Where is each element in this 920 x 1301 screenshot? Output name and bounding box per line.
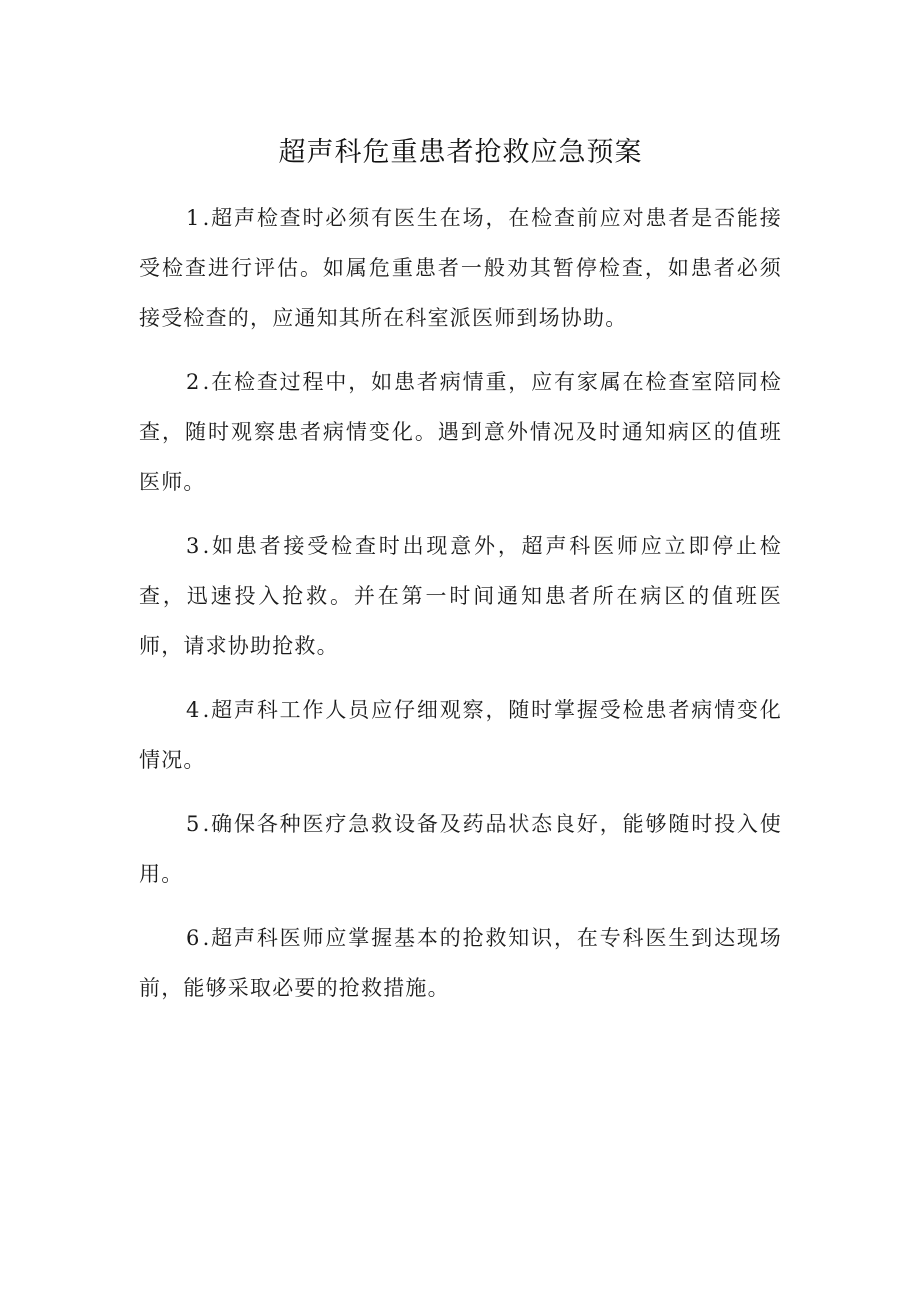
list-item: [139, 799, 782, 899]
item-number: 6: [186, 926, 201, 950]
item-text: .超声科工作人员应仔细观察，随时掌握受检患者病情变化情况。: [139, 698, 782, 772]
page-title: 超声科危重患者抢救应急预案: [278, 137, 643, 168]
item-number: 5: [186, 812, 201, 836]
list-item: [139, 913, 782, 1013]
item-number: 2: [186, 370, 201, 394]
item-text: .超声检查时必须有医生在场，在检查前应对患者是否能接受检查进行评估。如属危重患者一般劝其暂停检查，如患者必须接受检查的，应通知其所在科室派医师到场协助。: [139, 206, 782, 330]
item-text: .在检查过程中，如患者病情重，应有家属在检查室陪同检查，随时观察患者病情变化。遇到意外情况及时通知病区的值班医师。: [139, 370, 782, 494]
list-item: [139, 357, 782, 507]
list-item: [139, 685, 782, 785]
item-number: 3: [186, 534, 201, 558]
emergency-plan-list: [139, 193, 782, 1013]
list-item: [139, 193, 782, 343]
list-item: [139, 521, 782, 671]
item-text: .超声科医师应掌握基本的抢救知识，在专科医生到达现场前，能够采取必要的抢救措施。: [139, 926, 782, 1000]
item-number: 4: [186, 698, 201, 722]
item-number: 1: [186, 206, 201, 230]
item-text: .如患者接受检查时出现意外，超声科医师应立即停止检查，迅速投入抢救。并在第一时间通知患者所在病区的值班医师，请求协助抢救。: [139, 534, 782, 658]
item-text: .确保各种医疗急救设备及药品状态良好，能够随时投入使用。: [139, 812, 782, 886]
